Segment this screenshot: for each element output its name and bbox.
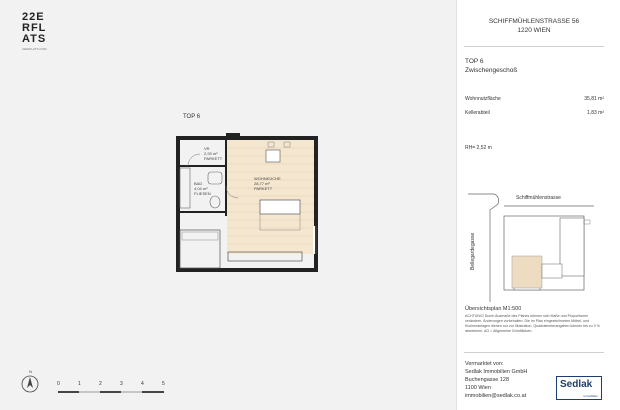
wall-segment [226,133,240,139]
disclaimer: ACHTUNG! Durch Ausmaße des Planes können sich Maße und Proportionen verändern. Änderungen vorbehalten. Die im Plan eingezeichneten Möbel- und Küchenanlagen dienen nur zur Illustration. Quadratmeterangaben können bis zu 3 % abweichen. AG = Allgemeine Grünflächen. [465,314,600,333]
scale-tick: 0 [57,381,60,387]
scale-tick: 1 [78,381,81,387]
floor-plan [168,126,322,274]
contact-email-link[interactable]: immobilien@sedlak.co.at [465,393,527,399]
scale-tick: 5 [162,381,165,387]
unit-floor: Zwischengeschoß [465,67,518,74]
room-floor-vr: PARKETT [204,156,223,161]
floorplan-top-label: TOP 6 [183,114,201,120]
area-label: Kellerabteil [465,110,490,116]
unit-top: TOP 6 [465,58,484,65]
room-height: RH= 2,52 m [465,145,492,151]
room-name-bad: BAD [194,181,203,186]
site-map [464,190,604,302]
header-street: SCHIFFMÜHLENSTRASSE 56 [488,18,580,25]
header-city: 1220 WIEN [517,27,551,34]
sedlak-logo [556,376,602,400]
site-map-caption: Übersichtsplan M1:500 [465,306,522,312]
door-swing [188,154,200,166]
bed [180,230,220,268]
sedlak-logo-sub: Immobilien [583,394,598,398]
area-value: 35,81 m² [584,96,604,102]
north-label: N [29,369,32,374]
room-floor-wohnkueche: PARKETT [254,186,273,191]
contact-company: Sedlak Immobilien GmbH [465,369,528,375]
street-top: Schiffmühlenstrasse [516,195,561,201]
bathtub [180,168,190,208]
street-left: Bellegardegasse [470,232,476,270]
pillow [182,232,218,240]
logo-line: ATS [22,33,47,45]
toilet [210,196,220,208]
room-floor-bad: FLIESEN [194,191,211,196]
scale-bar [56,388,168,400]
divider [464,46,604,47]
dining-table [266,150,280,162]
logo-tagline: 22ERFLATS.COM [22,47,47,51]
scale-tick: 4 [141,381,144,387]
contact-intro: Vermarktet von: [465,361,504,367]
building-highlight [512,256,542,288]
contact-city: 1100 Wien [465,385,491,391]
divider [464,352,604,353]
washbasin [208,172,222,184]
room-area-wohnkueche: 28,77 m² [254,181,270,186]
area-value: 1,83 m² [587,110,604,116]
contact-street: Buchengasse 128 [465,377,510,383]
sedlak-logo-text: Sedlak [560,379,593,390]
logo-line: RFL [22,22,47,34]
room-name-wohnkueche: WOHNKÜCHE [254,176,281,181]
north-arrow-icon [20,374,40,394]
room-area-vr: 2,93 m² [204,151,218,156]
sofa [260,200,300,214]
logo-line: 22E [22,11,45,23]
area-label: Wohnnutzfläche [465,96,501,102]
scale-tick: 3 [120,381,123,387]
logo [22,12,50,51]
room-area-bad: 4,04 m² [194,186,208,191]
scale-tick: 2 [99,381,102,387]
room-name-vr: VR [204,146,210,151]
